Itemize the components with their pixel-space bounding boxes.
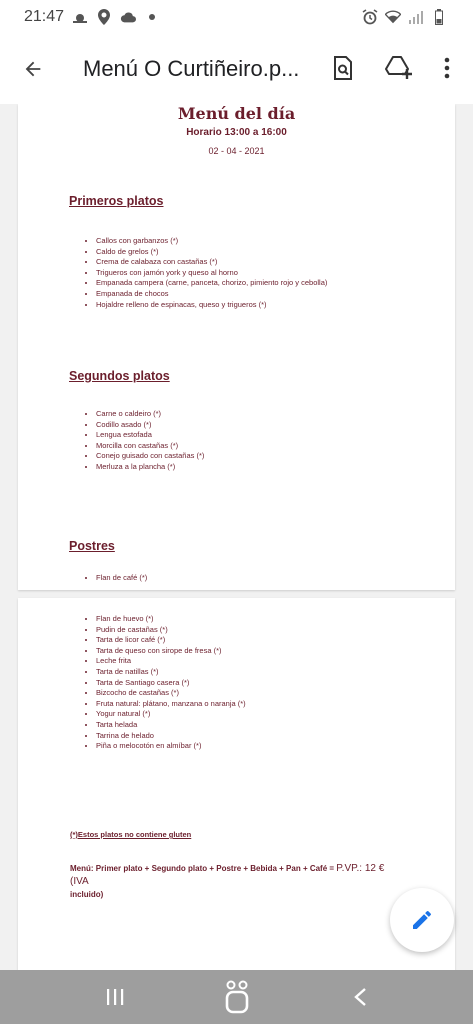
menu-summary-text: Menú: Primer plato + Segundo plato + Postre + Bebida + Pan + Café = (70, 864, 337, 873)
primeros-list (80, 236, 327, 310)
section-heading-segundos: Segundos platos (69, 369, 170, 383)
signal-icon (408, 9, 424, 25)
add-to-drive-button[interactable] (383, 52, 415, 84)
list-item: • Fruta natural: plátano, manzana o naranja (*) (96, 699, 246, 710)
back-nav-button[interactable] (340, 980, 380, 1014)
segundos-list (80, 409, 204, 473)
list-item: • Flan de huevo (*) (96, 614, 246, 625)
edit-fab-button[interactable] (390, 888, 454, 952)
home-button[interactable] (217, 980, 257, 1014)
home-icon (224, 980, 250, 1014)
postres-list-page2 (80, 614, 246, 752)
section-heading-primeros: Primeros platos (69, 194, 164, 208)
list-item: • Yogur natural (*) (96, 709, 246, 720)
document-title: Menú O Curtiñeiro.p... (83, 56, 300, 81)
app-bar (0, 34, 473, 104)
back-button[interactable] (18, 54, 48, 84)
arrow-back-icon (22, 58, 44, 80)
list-item: • Pudin de castañas (*) (96, 625, 246, 636)
list-item: • Trigueros con jamón york y queso al horno (96, 268, 327, 279)
menu-summary (70, 862, 400, 901)
list-item: • Tarta de Santiago casera (*) (96, 678, 246, 689)
list-item: • Crema de calabaza con castañas (*) (96, 257, 327, 268)
system-nav-bar (0, 970, 473, 1024)
list-item: • Codillo asado (*) (96, 420, 204, 431)
dot-icon (144, 9, 160, 25)
recent-apps-button[interactable] (95, 980, 135, 1014)
list-item: • Tarta de licor café (*) (96, 635, 246, 646)
list-item: • Callos con garbanzos (*) (96, 236, 327, 247)
add-to-drive-icon (385, 55, 413, 81)
list-item: • Merluza a la plancha (*) (96, 462, 204, 473)
more-options-button[interactable] (431, 52, 463, 84)
location-icon (96, 9, 112, 25)
list-item: • Carne o caldeiro (*) (96, 409, 204, 420)
list-item: • Caldo de grelos (*) (96, 247, 327, 258)
document-viewer[interactable] (0, 104, 473, 970)
edit-pencil-icon (410, 908, 434, 932)
list-item: • Lengua estofada (96, 430, 204, 441)
menu-date: 02 - 04 - 2021 (208, 146, 265, 156)
recent-apps-icon (105, 988, 125, 1006)
find-in-document-button[interactable] (327, 52, 359, 84)
alarm-icon (362, 9, 378, 25)
list-item: • Tarta de natillas (*) (96, 667, 246, 678)
postres-list-page1 (80, 573, 147, 584)
list-item: • Tarrina de helado (96, 731, 246, 742)
back-nav-icon (353, 987, 367, 1007)
list-item: • Tarta de queso con sirope de fresa (*) (96, 646, 246, 657)
list-item: • Bizcocho de castañas (*) (96, 688, 246, 699)
find-in-document-icon (331, 55, 355, 81)
list-item: • Flan de café (*) (96, 573, 147, 584)
more-options-icon (443, 56, 451, 80)
status-bar (0, 0, 473, 34)
list-item: • Tarta helada (96, 720, 246, 731)
section-heading-postres: Postres (69, 539, 115, 553)
menu-price-cont: incluido) (70, 890, 104, 899)
list-item: • Conejo guisado con castañas (*) (96, 451, 204, 462)
menu-price: P.VP.: 12 € (IVA (70, 863, 385, 887)
gluten-note: (*)Estos platos no contiene gluten (70, 830, 192, 839)
battery-icon (431, 9, 447, 25)
list-item: • Empanada de chocos (96, 289, 327, 300)
wifi-icon (385, 9, 401, 25)
menu-title: Menú del día (177, 104, 296, 123)
cloud-icon (120, 9, 136, 25)
list-item: • Empanada campera (carne, panceta, chorizo, pimiento rojo y cebolla) (96, 278, 327, 289)
list-item: • Hojaldre relleno de espinacas, queso y trigueros (*) (96, 300, 327, 311)
weather-icon (72, 9, 88, 25)
pdf-page-1 (18, 104, 455, 590)
status-time: 21:47 (24, 8, 65, 25)
list-item: • Morcilla con castañas (*) (96, 441, 204, 452)
list-item: • Piña o melocotón en almíbar (*) (96, 741, 246, 752)
list-item: • Leche frita (96, 656, 246, 667)
schedule: Horario 13:00 a 16:00 (186, 127, 287, 138)
